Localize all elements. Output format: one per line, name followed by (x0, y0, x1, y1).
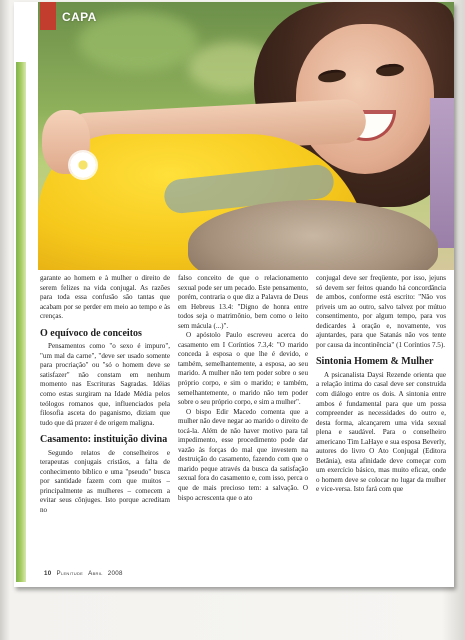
paragraph: garante ao homem e à mulher o direito de serem felizes na vida conjugal. As razões para toda essa confusão são tantas que acabam por se perder em meio ao tempo e às crenças. (40, 274, 170, 321)
paragraph: A psicanalista Daysi Rezende orienta que a relação íntima do casal deve ser construída com diálogo entre os dois. A sintonia entre ambos é fundamental para que um possa compreender as necessidades do outro e, desta forma, alcançarem uma vida sexual plena e saudável. Para o conselheiro americano Tim LaHaye e sua esposa Beverly, autores do livro O Ato Conjugal (Editora Betânia), esta afinidade deve começar com um exercício básico, mas muito eficaz, onde o homem deve se colocar no lugar da mulher e vice-versa. Isto fará com que (316, 370, 446, 494)
paragraph: O bispo Edir Macedo comenta que a mulher não deve negar ao marido o direito de tocá-la. Além de não haver motivo para tal impedimento, esse procedimento pode dar vazão às forças do mal que investem na destruição do casamento, fazendo com que o marido peque através da busca da satisfação sexual fora do casamento e, com isso, perca o que de mais precioso tem: a salvação. O bispo acrescenta que o ato (178, 407, 308, 502)
column-1 (40, 274, 170, 564)
issue-month: Abril (88, 570, 103, 577)
paragraph: Pensamentos como "o sexo é impuro", "um mal da carne", "deve ser usado somente para procriação" ou "só o homem deve se satisfazer" não constam em nenhum momento nas Escrituras Sagradas. Idéias como estas surgiram na Idade Média pelos teólogos romanos que, influenciados pela filosofia asceta do paganismo, diziam que tudo que dá prazer é de origem maligna. (40, 342, 170, 427)
page-edge-strip (16, 62, 26, 582)
woman-face (296, 24, 434, 174)
article-columns (40, 274, 446, 564)
subheading: Sintonia Homem & Mulher (316, 356, 434, 368)
magazine-name: Plenitude (56, 570, 84, 577)
paragraph: conjugal deve ser freqüente, por isso, jejuns só devem ser feitos quando há concordância de ambos, conforme está escrito: "Não vos priveis um ao outro, salvo talvez por mútuo consentimento, por algum tempo, para vos dedicardes à oração e, novamente, vos ajuntardes, para que Satanás não vos tente por causa da incontinência" (1 Coríntios 7.5). (316, 274, 446, 349)
section-title: CAPA (62, 10, 97, 24)
paragraph: falso conceito de que o relacionamento sexual pode ser um pecado. Este pensamento, porém, contraria o que diz a Palavra de Deus em Hebreus 13.4: "Digno de honra entre todos seja o matrimônio, bem como o leito sem mácula (...)". (178, 274, 308, 330)
section-color-tag (40, 2, 56, 30)
page-footer (44, 570, 126, 577)
woman-blouse (430, 98, 454, 248)
paragraph: O apóstolo Paulo escreveu acerca do casamento em I Coríntios 7.3,4: "O marido conceda à esposa o que lhe é devido, e também, semelhantemente, a esposa, ao seu marido. A mulher não tem poder sobre o seu próprio corpo, e sim o marido; e também, semelhantemente, o marido não tem poder sobre o seu próprio corpo, e sim a mulher". (178, 331, 308, 407)
issue-year: 2008 (107, 570, 123, 577)
magazine-page (14, 2, 454, 587)
column-3 (316, 274, 446, 564)
column-2 (178, 274, 308, 564)
subheading: O equívoco de conceitos (40, 327, 142, 339)
page-number: 10 (44, 570, 52, 577)
couple-photo (38, 2, 454, 270)
subheading: Casamento: instituição divina (40, 434, 168, 446)
paragraph: Segundo relatos de conselheiros e terapeutas conjugais cristãos, a falta de conhecimento bíblico e uma "pseudo" busca por santidade fazem com que muitos – principalmente as mulheres – comecem a evitar seus cônjuges. Isto porque acreditam no (40, 448, 170, 514)
daisy-flower-icon (70, 152, 96, 178)
